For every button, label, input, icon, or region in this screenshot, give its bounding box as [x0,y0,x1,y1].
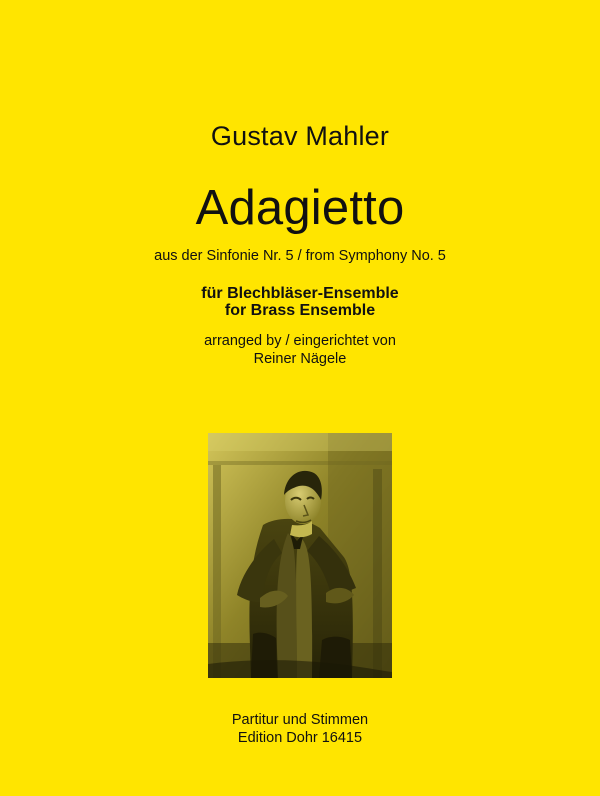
composer-portrait-image [208,433,392,678]
arranger-label: arranged by / eingerichtet von [204,333,396,349]
work-title: Adagietto [195,181,405,235]
arranger-name: Reiner Nägele [253,351,347,367]
instrumentation-english: for Brass Ensemble [224,302,376,319]
work-subtitle: aus der Sinfonie Nr. 5 / from Symphony No. 5 [154,248,446,264]
composer-name: Gustav Mahler [210,121,390,151]
edition-number: Edition Dohr 16415 [237,730,363,746]
edition-contents: Partitur und Stimmen [231,712,369,728]
composer-portrait-photo [208,433,392,678]
instrumentation-german: für Blechbläser-Ensemble [201,285,399,302]
